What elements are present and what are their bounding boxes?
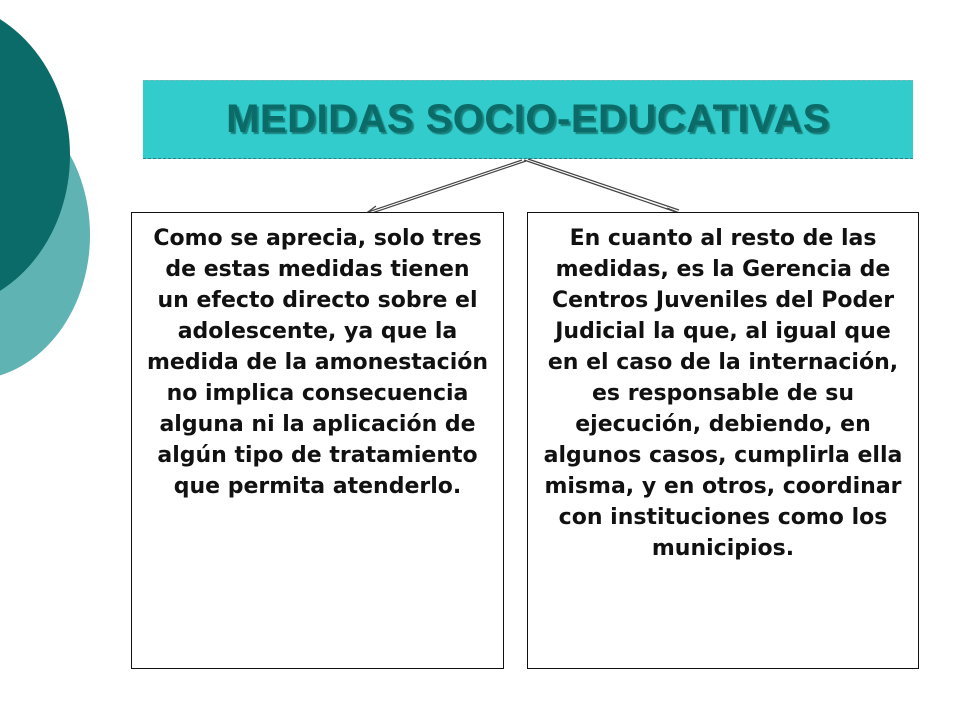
left-text-box (131, 212, 504, 669)
title-box (143, 80, 913, 159)
right-box-text: En cuanto al resto de las medidas, es la Gerencia de Centros Juveniles del Poder Judicial la que, al igual que en el caso de la internación, es responsable de su ejecución, debiendo, en algunos casos, cumplirla ella misma, y en otros, coordinar con instituciones como los municipios. (543, 226, 903, 561)
arrow-to-left-box (368, 160, 526, 214)
arrow-to-right-box (524, 159, 679, 215)
right-text-box (527, 212, 919, 669)
title-text: MEDIDAS SOCIO-EDUCATIVAS (226, 97, 830, 141)
left-box-text: Como se aprecia, solo tres de estas medidas tienen un efecto directo sobre el adolescente, ya que la medida de la amonestación no implica consecuencia alguna ni la aplicación de algún tipo de tratamiento que permita atenderlo. (146, 226, 489, 499)
